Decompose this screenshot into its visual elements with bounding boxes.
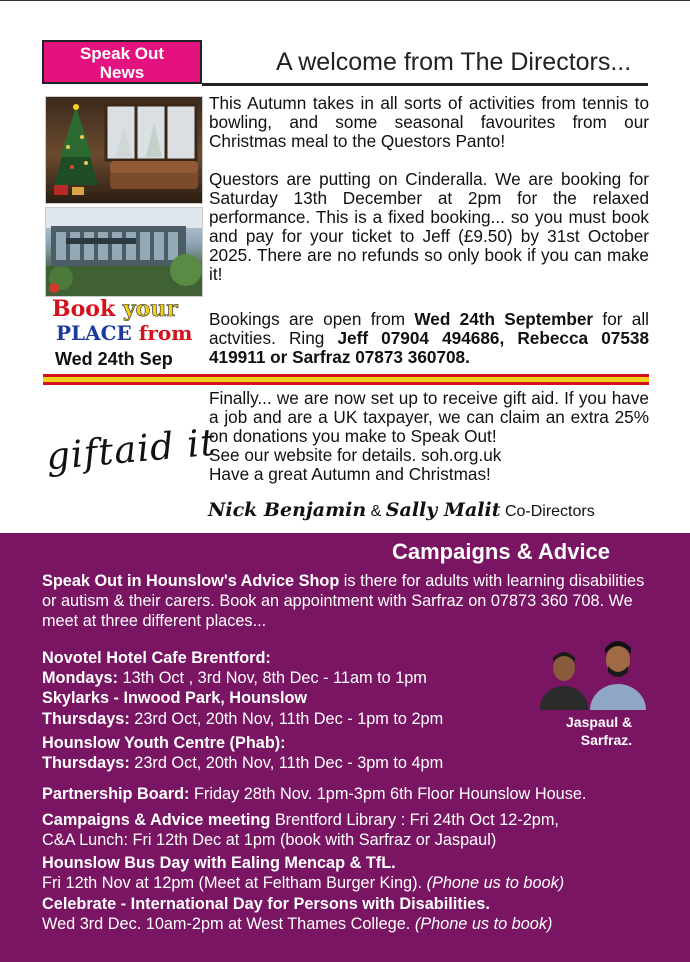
venue3-name: Hounslow Youth Centre (Phab): xyxy=(42,734,286,752)
christmas-room-image xyxy=(45,96,203,204)
page-title: A welcome from The Directors... xyxy=(276,48,632,76)
intro-rest: is there for adults with learning disabilities or autism & their carers. Book an appointment with Sarfraz on 07873 360 708. We meet at three different places... xyxy=(42,572,645,630)
giftaid-paragraph xyxy=(209,389,649,484)
signature xyxy=(208,499,595,521)
divider-stripe xyxy=(43,374,649,385)
staff-names-line1: Jaspaul & xyxy=(566,714,633,730)
questors-paragraph: Questors are putting on Cinderalla. We are booking for Saturday 13th December at 2pm for the relaxed performance. This is a fixed booking... so you must book and pay for your ticket to Jeff (£9.50) by 31st October 2025. There are no refunds so only book if you can make it! xyxy=(209,169,649,284)
from-word: from xyxy=(138,321,193,345)
venue3-dates: 23rd Oct, 20th Nov, 11th Dec - 3pm to 4pm xyxy=(129,754,444,772)
celebrate-bold: Celebrate - International Day for Persons with Disabilities. xyxy=(42,895,490,913)
bus-day-bold: Hounslow Bus Day with Ealing Mencap & TfL. xyxy=(42,854,396,872)
partnership-bold: Partnership Board: xyxy=(42,785,190,803)
venue1-dates: 13th Oct , 3rd Nov, 8th Dec - 11am to 1pm xyxy=(118,669,427,687)
venue1-day: Mondays: xyxy=(42,669,118,687)
campaigns-meeting-rest: Brentford Library : Fri 24th Oct 12-2pm, xyxy=(270,811,559,829)
venue2-dates: 23rd Oct, 20th Nov, 11th Dec - 1pm to 2pm xyxy=(129,710,444,728)
your-word: your xyxy=(122,296,178,322)
badge-line2: News xyxy=(99,63,145,82)
place-from-heading xyxy=(56,321,192,345)
campaigns-title: Campaigns & Advice xyxy=(392,539,611,564)
giftaid-line3: Have a great Autumn and Christmas! xyxy=(209,464,491,484)
bus-day-phone: (Phone us to book) xyxy=(426,874,565,892)
celebrate-phone: (Phone us to book) xyxy=(414,915,553,933)
celebrate-rest: Wed 3rd Dec. 10am-2pm at West Thames College. xyxy=(42,915,415,933)
giftaid-line1: Finally... we are now set up to receive gift aid. If you have a job and are a UK taxpayer, we can claim an extra 25% on donations you make to Speak Out! xyxy=(209,388,649,446)
staff-names xyxy=(566,713,632,749)
book-word: Book xyxy=(52,296,116,322)
bookings-mid: for all actvities. Ring xyxy=(209,309,649,348)
place-word: PLACE xyxy=(56,321,132,345)
staff-photo xyxy=(538,630,650,710)
bookings-lead: Bookings are open from xyxy=(209,309,415,329)
signature-role: Co-Directors xyxy=(504,503,595,520)
top-border xyxy=(0,0,690,1)
bus-day-rest: Fri 12th Nov at 12pm (Meet at Feltham Burger King). xyxy=(42,874,427,892)
questors-theatre-image xyxy=(45,207,203,297)
venue1-name: Novotel Hotel Cafe Brentford: xyxy=(42,649,271,667)
bookings-contacts: Jeff 07904 494686, Rebecca 07538 419911 or Sarfraz 07873 360708. xyxy=(209,328,649,367)
book-your-heading xyxy=(52,296,178,322)
campaigns-intro xyxy=(42,571,652,631)
ca-lunch: C&A Lunch: Fri 12th Dec at 1pm (book with Sarfraz or Jaspaul) xyxy=(42,831,497,849)
venue2-day: Thursdays: xyxy=(42,710,130,728)
intro-paragraph: This Autumn takes in all sorts of activities from tennis to bowling, and some seasonal favourites from our Christmas meal to the Questors Panto! xyxy=(209,93,649,151)
signature-name1: Nick Benjamin xyxy=(208,499,367,521)
campaigns-meeting-bold: Campaigns & Advice meeting xyxy=(42,811,271,829)
bookings-paragraph xyxy=(209,310,649,367)
signature-name2: Sally Malit xyxy=(385,499,501,521)
partnership-rest: Friday 28th Nov. 1pm-3pm 6th Floor Hounslow House. xyxy=(189,785,587,803)
signature-amp: & xyxy=(370,503,382,520)
giftaid-line2: See our website for details. soh.org.uk xyxy=(209,445,502,465)
venue2-name: Skylarks - Inwood Park, Hounslow xyxy=(42,689,308,707)
intro-bold: Speak Out in Hounslow's Advice Shop xyxy=(42,572,340,590)
badge-line1: Speak Out xyxy=(79,44,165,63)
venue3-day: Thursdays: xyxy=(42,754,130,772)
bookings-date: Wed 24th September xyxy=(414,309,594,329)
giftaid-logo: giftaid it xyxy=(44,420,218,479)
booking-date: Wed 24th Sep xyxy=(55,349,173,369)
header-rule xyxy=(202,83,648,86)
staff-names-line2: Sarfraz. xyxy=(580,732,633,748)
speak-out-news-badge xyxy=(42,40,202,84)
